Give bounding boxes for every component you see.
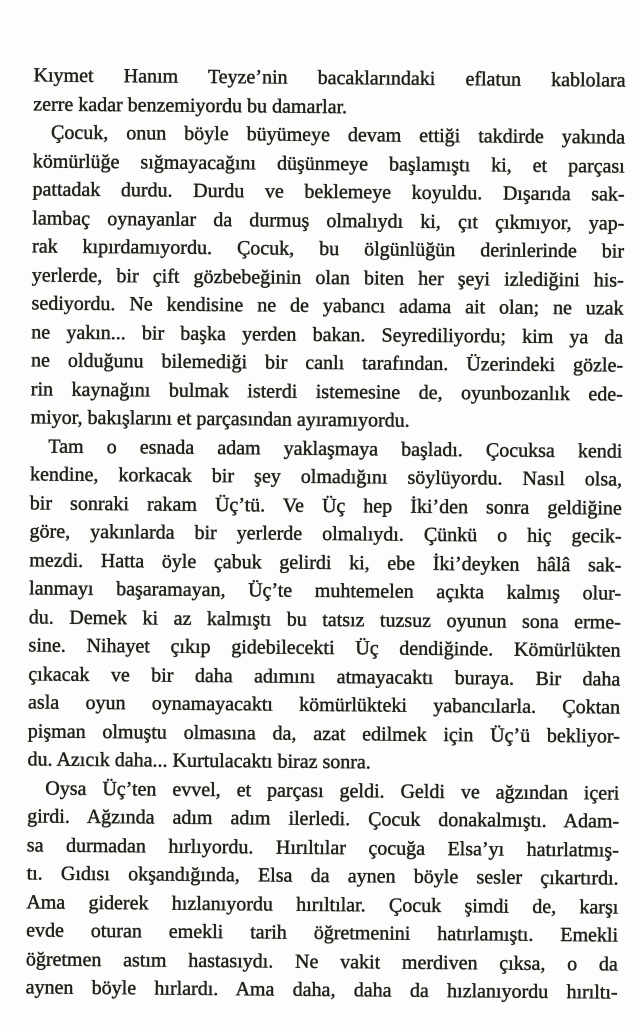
text-line: pattadak durdu. Durdu ve beklemeye koyuldu. Dışarıda sak- [32,178,625,206]
text-line: Kıymet Hanım Teyze’nin bacaklarındaki eflatun kablolara [33,64,626,92]
paragraph [30,118,625,437]
text-line: sa durmadan hırlıyordu. Hırıltılar çocuğa Elsa’yı hatırlatmış- [26,833,619,862]
text-line: asla oyun oynamayacaktı kömürlükteki yabancılarla. Çoktan [28,691,621,719]
text-line: tı. Gıdısı okşandığında, Elsa da aynen böyle sesler çıkartırdı. [26,862,619,890]
text-line: öğretmen astım hastasıydı. Ne vakit merdiven çıksa, o da [25,947,618,976]
paragraph [25,774,619,1007]
page-text [25,61,625,1007]
text-line: Oysa Üç’ten evvel, et parçası geldi. Geldi ve ağzından içeri [45,777,620,805]
text-line: ne olduğunu bilemediği bir canlı tarafından. Üzerindeki gözle- [30,349,624,377]
text-line: lanmayı başaramayan, Üç’te muhtemelen açıkta kalmış olur- [29,577,622,605]
text-line: kömürlüğe sığmayacağını düşünmeye başlamıştı ki, et parçası [32,149,625,178]
text-line: çıkacak ve bir daha adımını atmayacaktı buraya. Bir daha [28,662,621,691]
paragraph [27,432,622,779]
text-line: pişman olmuştu olmasına da, azat edilmek için Üç’ü bekliyor- [27,719,620,748]
text-line: rin kaynağını bulmak isterdi istemesine de, oyunbozanlık ede- [30,377,623,406]
text-line: mezdi. Hatta öyle çabuk gelirdi ki, ebe İki’deyken hâlâ sak- [29,548,622,577]
text-line: Tam o esnada adam yaklaşmaya başladı. Çocuksa kendi [48,435,623,463]
text-line: sine. Nihayet çıkıp gidebilecekti Üç dendiğinde. Kömürlükten [28,634,621,662]
text-line: aynen böyle hırlardı. Ama daha, daha da hızlanıyordu hırıltı- [25,976,618,1004]
text-line: göre, yakınlarda bir yerlerde olmalıydı. Çünkü o hiç gecik- [29,520,622,548]
text-line: sediyordu. Ne kendisine ne de yabancı adama ait olan; ne uzak [31,292,624,320]
text-line: yerlerde, bir çift gözbebeğinin olan biten her şeyi izlediğini his- [31,263,624,292]
text-line: Ama giderek hızlanıyordu hırıltılar. Çocuk şimdi de, karşı [26,890,619,919]
text-line: kendine, korkacak bir şey olmadığını söylüyordu. Nasıl olsa, [30,463,623,491]
text-line: Çocuk, onun böyle büyümeye devam ettiği takdirde yakında [50,121,626,149]
text-line: lambaç oynayanlar da durmuş olmalıydı ki, çıt çıkmıyor, yap- [32,206,625,235]
text-line: girdi. Ağzında adım adım ilerledi. Çocuk donakalmıştı. Adam- [27,805,620,833]
text-line: bir sonraki rakam Üç’tü. Ve Üç hep İki’den sonra geldiğine [29,491,622,520]
text-line: du. Demek ki az kalmıştı bu tatsız tuzsuz oyunun sona erme- [28,605,621,634]
paragraph [33,61,625,123]
text-line: zerre kadar benzemiyordu bu damarlar. [33,92,348,118]
text-line: rak kıpırdamıyordu. Çocuk, bu ölgünlüğün derinlerinde bir [31,235,625,263]
text-line: miyor, bakışlarını et parçasından ayıramıyordu. [30,406,410,432]
text-line: ne yakın... bir başka yerden bakan. Seyrediliyordu; kim ya da [31,320,624,349]
text-line: evde oturan emekli tarih öğretmenini hatırlamıştı. Emekli [26,919,619,947]
text-line: du. Azıcık daha... Kurtulacaktı biraz sonra. [27,748,371,774]
